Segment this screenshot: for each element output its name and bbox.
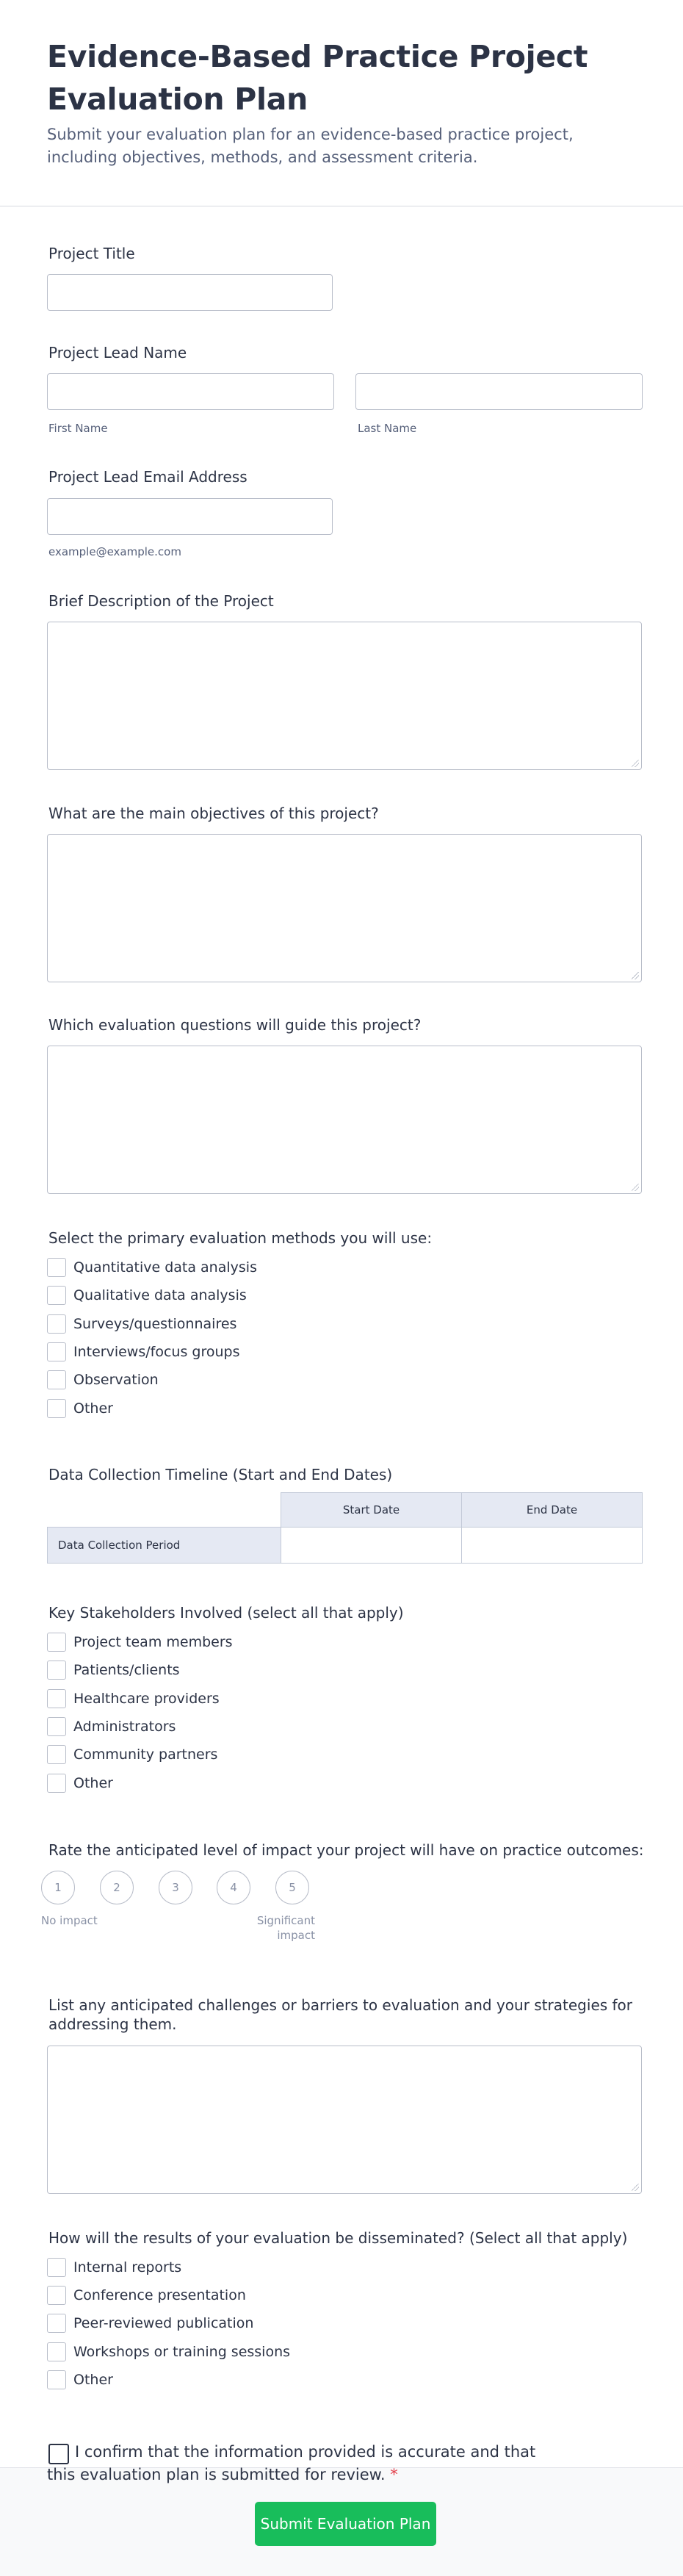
- checkbox[interactable]: [47, 1661, 66, 1680]
- objectives-label: What are the main objectives of this project?: [48, 805, 379, 822]
- method-option[interactable]: Surveys/questionnaires: [47, 1314, 236, 1334]
- stakeholder-option[interactable]: Project team members: [47, 1633, 233, 1652]
- resize-grip-icon[interactable]: [632, 760, 639, 767]
- end-date-header: End Date: [461, 1492, 643, 1528]
- required-mark: *: [390, 2466, 398, 2483]
- stakeholder-option[interactable]: Healthcare providers: [47, 1689, 220, 1708]
- checkbox[interactable]: [47, 1370, 66, 1389]
- dissemination-option[interactable]: Peer-reviewed publication: [47, 2314, 253, 2333]
- rating-option-1[interactable]: 1: [41, 1871, 75, 1904]
- description-textarea[interactable]: [47, 622, 642, 770]
- submit-button[interactable]: Submit Evaluation Plan: [255, 2502, 436, 2546]
- objectives-textarea[interactable]: [47, 834, 642, 982]
- checkbox[interactable]: [47, 1258, 66, 1277]
- checkbox[interactable]: [47, 1314, 66, 1334]
- first-name-sublabel: First Name: [48, 422, 108, 435]
- checkbox[interactable]: [47, 1399, 66, 1418]
- resize-grip-icon[interactable]: [632, 2184, 639, 2191]
- form-subtitle: Submit your evaluation plan for an evidence-based practice project, including objectives, methods, and assessment criteria.: [47, 126, 574, 166]
- stakeholder-option[interactable]: Administrators: [47, 1717, 176, 1736]
- end-date-cell[interactable]: [461, 1527, 643, 1564]
- questions-label: Which evaluation questions will guide this project?: [48, 1016, 422, 1034]
- checkbox[interactable]: [47, 2314, 66, 2333]
- checkbox[interactable]: [47, 1286, 66, 1305]
- rating-max-caption: Significant impact: [256, 1914, 315, 1942]
- rating-option-2[interactable]: 2: [100, 1871, 134, 1904]
- stakeholder-option[interactable]: Community partners: [47, 1745, 217, 1764]
- checkbox[interactable]: [47, 2258, 66, 2277]
- method-option[interactable]: Interviews/focus groups: [47, 1342, 239, 1361]
- resize-grip-icon[interactable]: [632, 972, 639, 979]
- impact-label: Rate the anticipated level of impact your project will have on practice outcomes:: [48, 1841, 644, 1859]
- checkbox[interactable]: [47, 1689, 66, 1708]
- lead-email-sublabel: example@example.com: [48, 545, 181, 558]
- checkbox[interactable]: [47, 1774, 66, 1793]
- lead-email-input[interactable]: [47, 498, 333, 535]
- start-date-header: Start Date: [281, 1492, 462, 1528]
- confirm-text: I confirm that the information provided is accurate and that this evaluation plan is submitted for review.: [47, 2443, 536, 2483]
- timeline-label: Data Collection Timeline (Start and End Dates): [48, 1466, 393, 1483]
- challenges-textarea[interactable]: [47, 2046, 642, 2194]
- form-header: [0, 0, 683, 206]
- description-label: Brief Description of the Project: [48, 592, 274, 610]
- checkbox[interactable]: [47, 1717, 66, 1736]
- dissemination-option[interactable]: Internal reports: [47, 2258, 181, 2277]
- rating-option-5[interactable]: 5: [275, 1871, 309, 1904]
- rating-option-4[interactable]: 4: [217, 1871, 250, 1904]
- challenges-label: List any anticipated challenges or barriers to evaluation and your strategies for addressing them.: [48, 1996, 633, 2033]
- checkbox[interactable]: [47, 1342, 66, 1361]
- form-footer: [0, 2468, 683, 2553]
- project-title-label: Project Title: [48, 245, 135, 262]
- rating-option-3[interactable]: 3: [159, 1871, 192, 1904]
- questions-textarea[interactable]: [47, 1046, 642, 1194]
- dissemination-option[interactable]: Workshops or training sessions: [47, 2342, 290, 2361]
- method-option[interactable]: Observation: [47, 1370, 159, 1389]
- last-name-sublabel: Last Name: [358, 422, 417, 435]
- project-title-input[interactable]: [47, 274, 333, 311]
- checkbox[interactable]: [47, 1745, 66, 1764]
- form-body: [0, 206, 683, 2483]
- method-option[interactable]: Quantitative data analysis: [47, 1258, 257, 1277]
- lead-name-label: Project Lead Name: [48, 344, 187, 361]
- stakeholders-label: Key Stakeholders Involved (select all that apply): [48, 1604, 404, 1622]
- checkbox[interactable]: [47, 2370, 66, 2389]
- first-name-input[interactable]: [47, 373, 334, 410]
- stakeholder-option[interactable]: Patients/clients: [47, 1661, 180, 1680]
- dissemination-option[interactable]: Conference presentation: [47, 2286, 246, 2305]
- checkbox[interactable]: [47, 2286, 66, 2305]
- start-date-cell[interactable]: [281, 1527, 462, 1564]
- stakeholder-option[interactable]: Other: [47, 1774, 113, 1793]
- resize-grip-icon[interactable]: [632, 1184, 639, 1191]
- methods-label: Select the primary evaluation methods you will use:: [48, 1229, 433, 1247]
- method-option[interactable]: Other: [47, 1399, 113, 1418]
- lead-email-label: Project Lead Email Address: [48, 468, 247, 486]
- timeline-row-label: Data Collection Period: [47, 1527, 281, 1564]
- method-option[interactable]: Qualitative data analysis: [47, 1286, 247, 1305]
- checkbox[interactable]: [47, 1633, 66, 1652]
- dissemination-label: How will the results of your evaluation be disseminated? (Select all that apply): [48, 2229, 628, 2247]
- checkbox[interactable]: [47, 2342, 66, 2361]
- form-title: Evidence-Based Practice Project Evaluation Plan: [47, 39, 588, 117]
- last-name-input[interactable]: [355, 373, 643, 410]
- dissemination-option[interactable]: Other: [47, 2370, 113, 2389]
- rating-min-caption: No impact: [41, 1914, 98, 1927]
